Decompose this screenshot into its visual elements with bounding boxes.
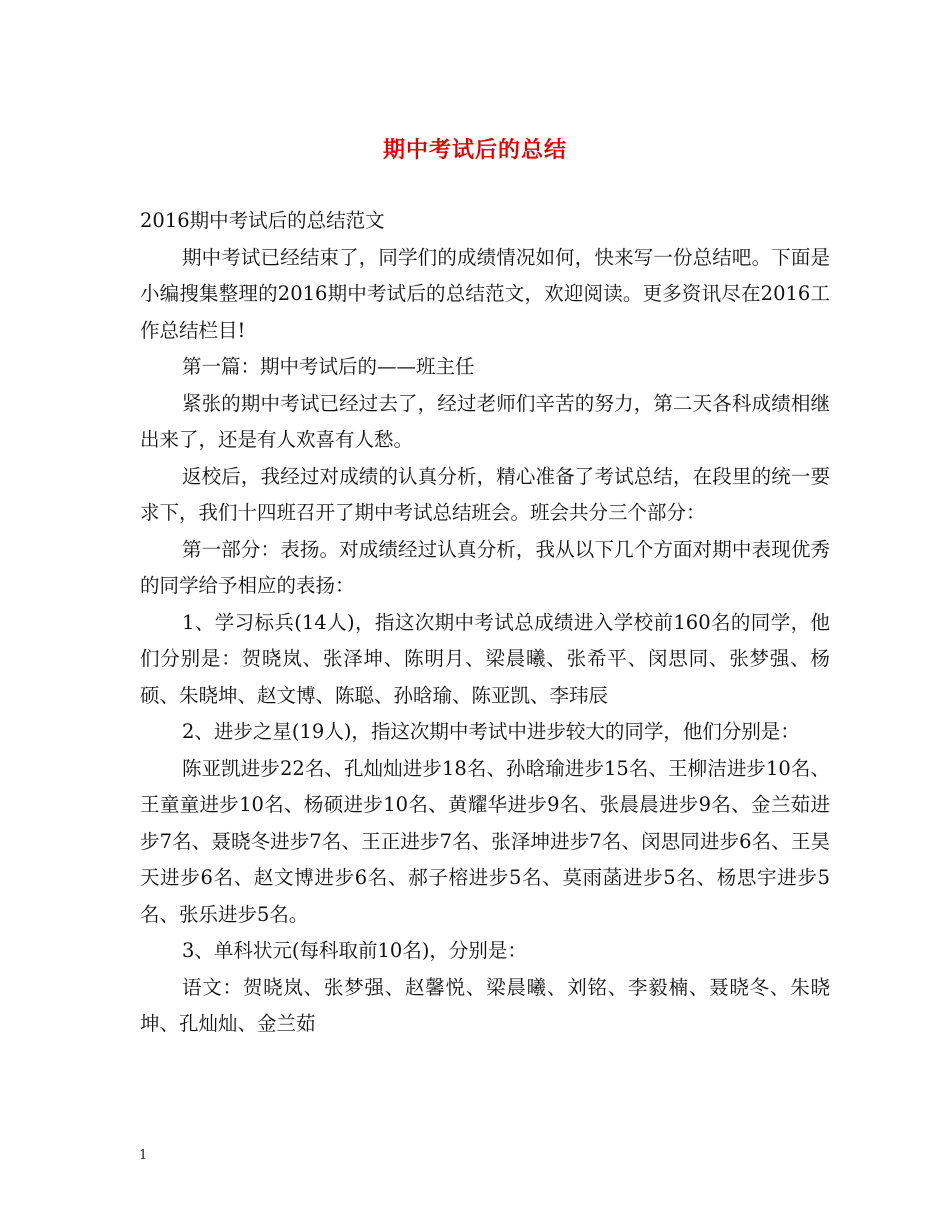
- list-item: 2、进步之星(19人)，指这次期中考试中进步较大的同学，他们分别是：: [182, 720, 800, 743]
- list-item: 1、学习标兵(14人)，指这次期中考试总成绩进入学校前160名的同学，他们分别是：贺晓岚、张泽坤、陈明月、梁晨曦、张希平、闵思同、张梦强、杨硕、朱晓坤、赵文博、陈聪、孙晗瑜、陈亚凯、李玮辰: [140, 610, 830, 707]
- section-heading: 第一篇：期中考试后的——班主任: [182, 355, 475, 378]
- document-body: [140, 203, 830, 1043]
- paragraph: 第一部分：表扬。对成绩经过认真分析，我从以下几个方面对期中表现优秀的同学给予相应的表扬：: [140, 537, 830, 597]
- paragraph: 返校后，我经过对成绩的认真分析，精心准备了考试总结，在段里的统一要求下，我们十四班召开了期中考试总结班会。班会共分三个部分：: [140, 464, 830, 524]
- paragraph: 紧张的期中考试已经过去了，经过老师们辛苦的努力，第二天各科成绩相继出来了，还是有人欢喜有人愁。: [140, 391, 830, 451]
- document-title: 期中考试后的总结: [382, 137, 567, 163]
- paragraph: 期中考试已经结束了，同学们的成绩情况如何，快来写一份总结吧。下面是小编搜集整理的2016期中考试后的总结范文，欢迎阅读。更多资讯尽在2016工作总结栏目!: [140, 245, 830, 342]
- paragraph: 陈亚凯进步22名、孔灿灿进步18名、孙晗瑜进步15名、王柳洁进步10名、王童童进步10名、杨硕进步10名、黄耀华进步9名、张晨晨进步9名、金兰茹进步7名、聂晓冬进步7名、王正进步7名、张泽坤进步7名、闵思同进步6名、王昊天进步6名、赵文博进步6名、郝子榕进步5名、莫雨菡进步5名、杨思宇进步5名、张乐进步5名。: [140, 756, 830, 926]
- subtitle-line: 2016期中考试后的总结范文: [140, 209, 385, 232]
- page-number: 1: [139, 1148, 148, 1163]
- list-item: 3、单科状元(每科取前10名)，分别是：: [182, 939, 527, 962]
- paragraph: 语文：贺晓岚、张梦强、赵馨悦、梁晨曦、刘铭、李毅楠、聂晓冬、朱晓坤、孔灿灿、金兰茹: [140, 975, 830, 1035]
